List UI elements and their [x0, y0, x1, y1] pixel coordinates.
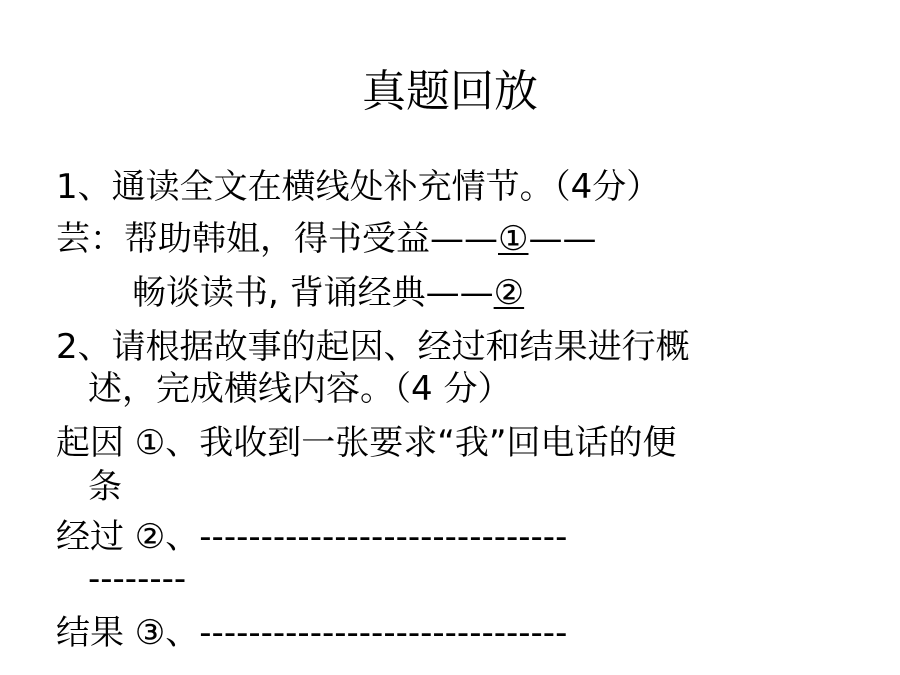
process-line-1: 经过 ②、------------------------------ [56, 517, 568, 557]
process-line-2: -------- [88, 559, 187, 599]
answer-line-yun [56, 216, 596, 262]
blank-2: ② [493, 273, 525, 313]
question-2-line-2: 述，完成横线内容。（4 分） [88, 369, 512, 409]
slide-title: 真题回放 [362, 66, 538, 117]
question-1: 1、通读全文在横线处补充情节。（4分） [56, 167, 661, 207]
result-line: 结果 ③、------------------------------ [56, 613, 568, 653]
question-2-line-1: 2、请根据故事的起因、经过和结果进行概 [56, 327, 690, 367]
answer-reading-prefix: 畅谈读书, 背诵经典—— [132, 273, 494, 313]
cause-line-2: 条 [88, 467, 122, 507]
answer-line-reading [132, 270, 524, 316]
answer-yun-suffix: —— [528, 219, 597, 259]
cause-line-1: 起因 ①、我收到一张要求“我”回电话的便 [56, 423, 677, 463]
blank-1: ① [498, 219, 529, 259]
answer-yun-prefix: 芸：帮助韩姐，得书受益—— [56, 219, 498, 259]
